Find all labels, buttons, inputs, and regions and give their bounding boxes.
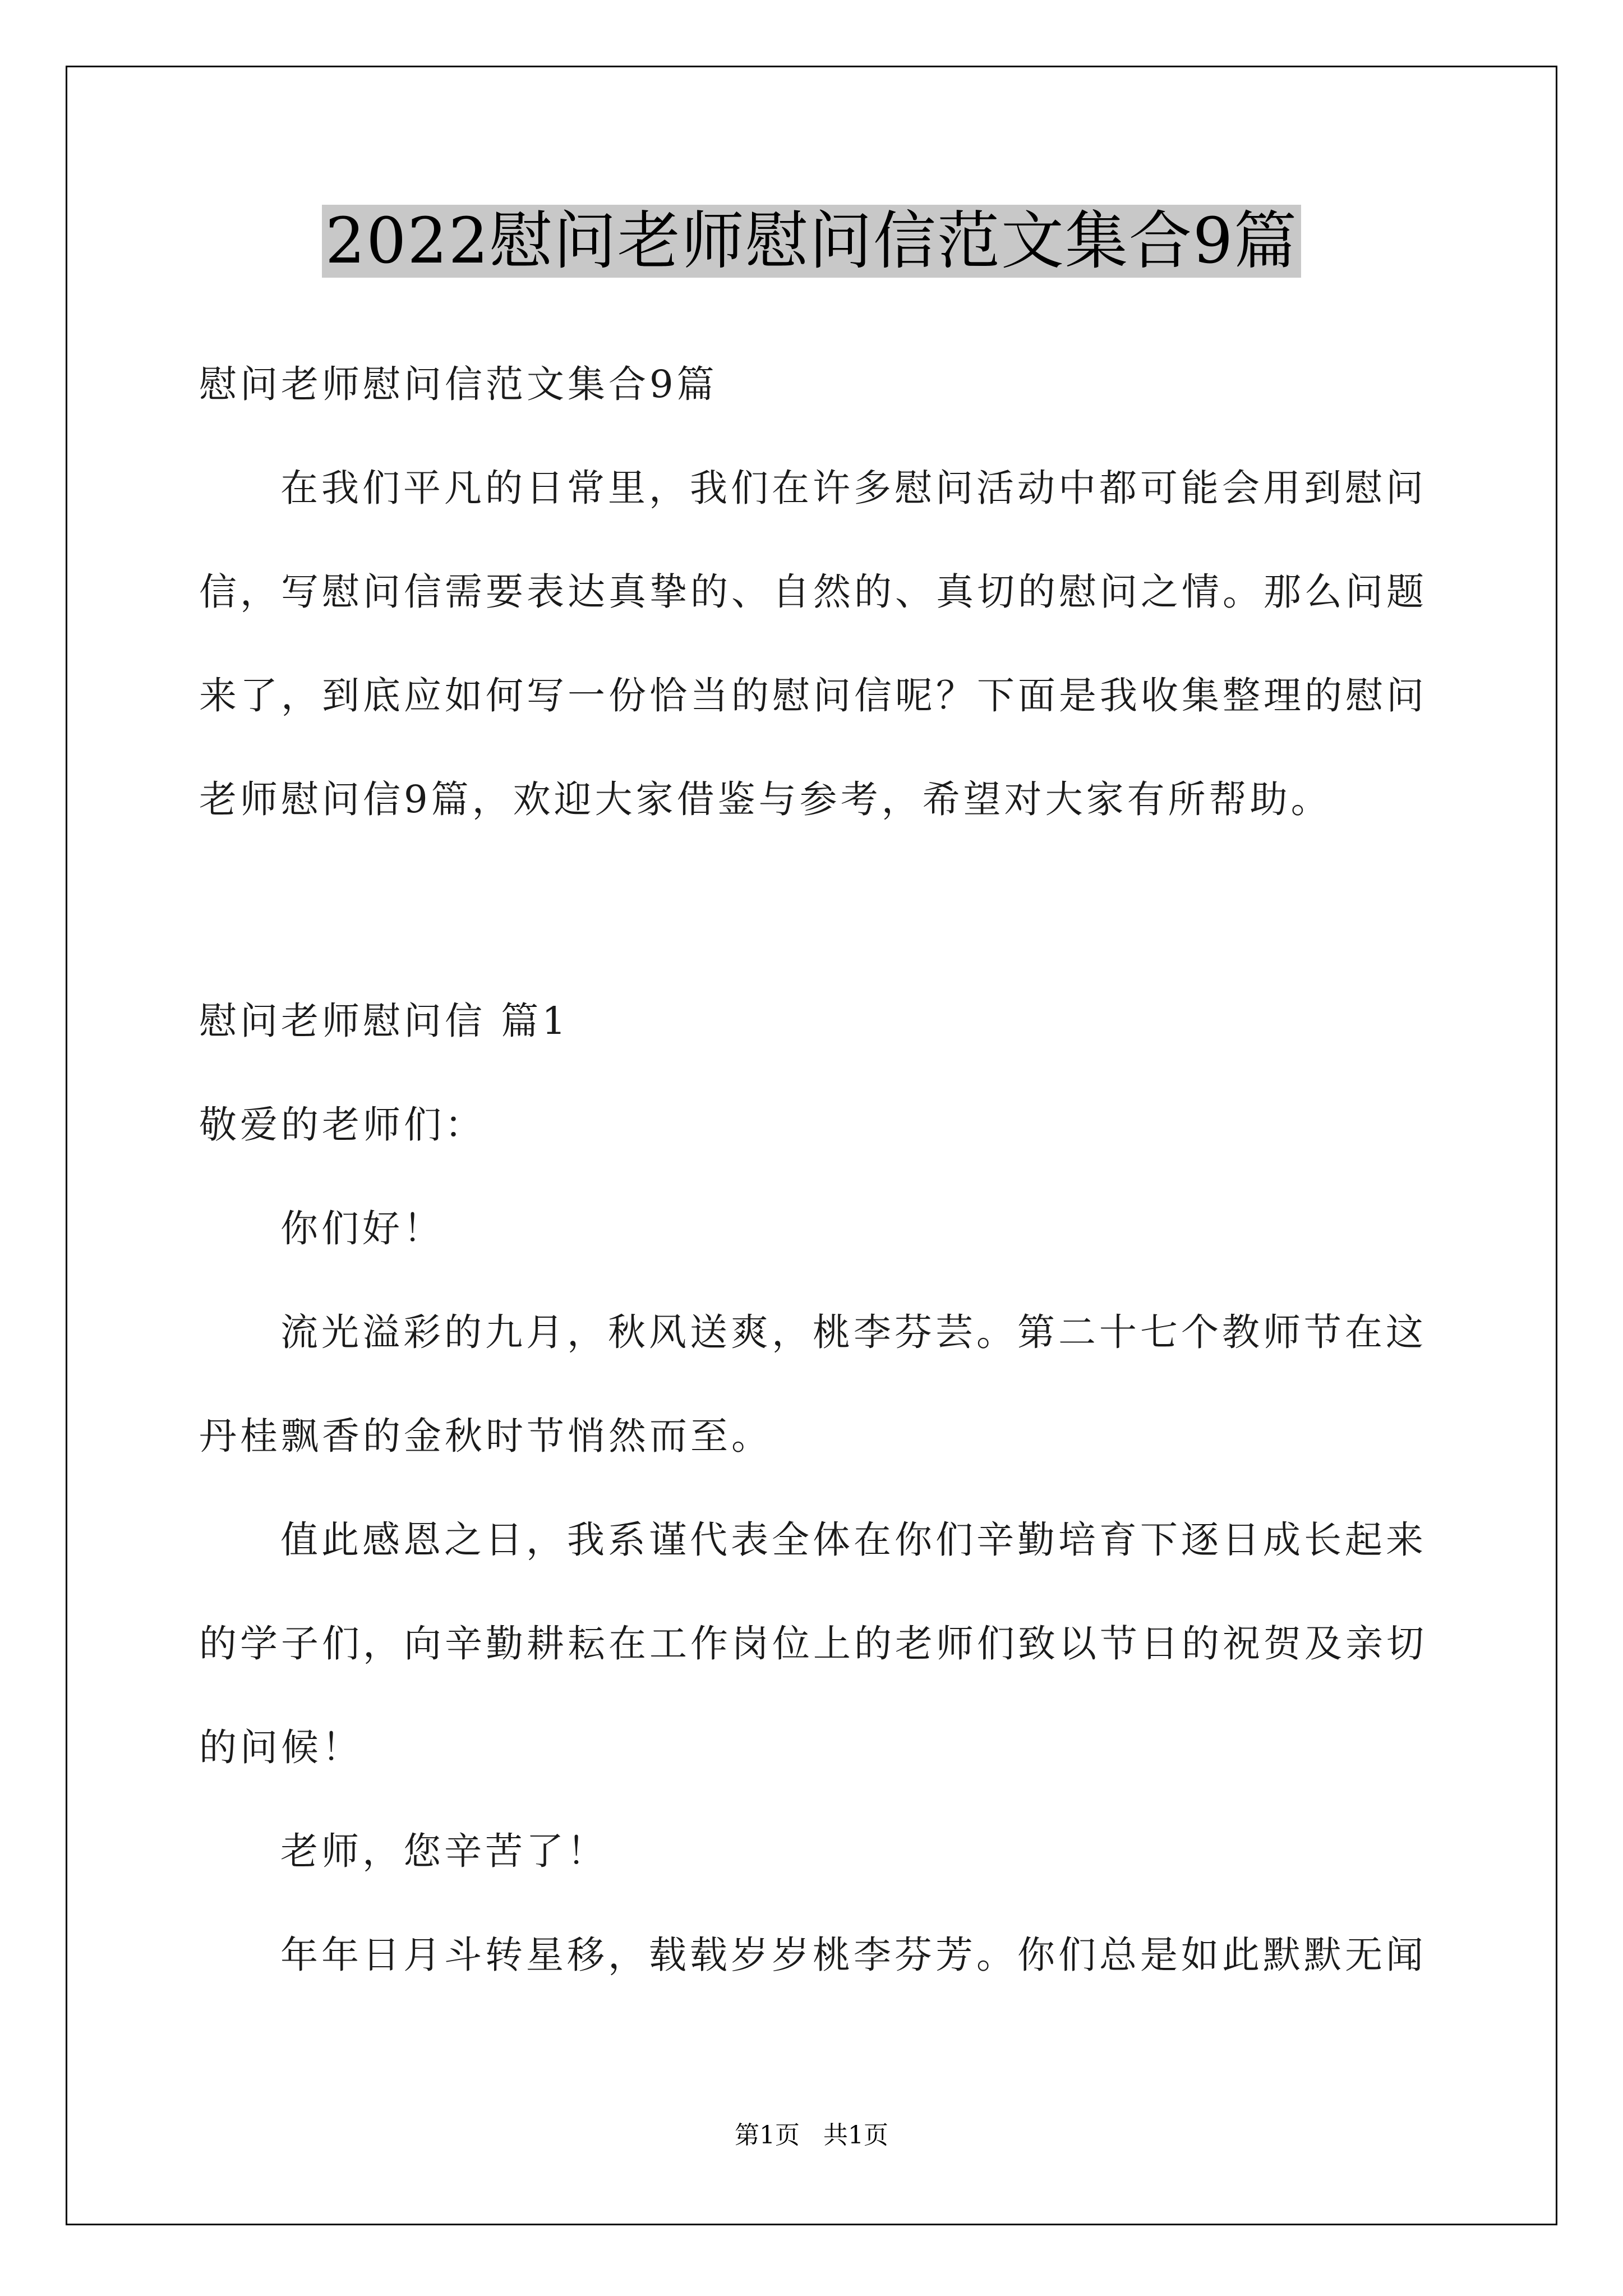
document-title-text: 2022慰问老师慰问信范文集合9篇 [322,205,1301,278]
document-subtitle: 慰问老师慰问信范文集合9篇 [199,362,718,406]
document-title [0,202,1623,280]
paragraph-3: 老师，您辛苦了！ [280,1829,608,1873]
paragraph-2-line-3: 的问候！ [199,1726,363,1769]
paragraph-4-line-1: 年年日月斗转星移，载载岁岁桃李芬芳。你们总是如此默默无闻 [280,1933,1427,1977]
paragraph-2-line-1: 值此感恩之日，我系谨代表全体在你们辛勤培育下逐日成长起来 [280,1518,1427,1562]
intro-line-2: 信，写慰问信需要表达真挚的、自然的、真切的慰问之情。那么问题 [199,570,1427,614]
intro-line-3: 来了，到底应如何写一份恰当的慰问信呢？下面是我收集整理的慰问 [199,674,1427,717]
paragraph-1-line-1: 流光溢彩的九月，秋风送爽，桃李芬芸。第二十七个教师节在这 [280,1310,1427,1354]
salutation: 敬爱的老师们： [199,1103,486,1147]
paragraph-2-line-2: 的学子们，向辛勤耕耘在工作岗位上的老师们致以节日的祝贺及亲切 [199,1622,1427,1665]
paragraph-1-line-2: 丹桂飘香的金秋时节悄然而至。 [199,1414,772,1458]
intro-line-4: 老师慰问信9篇，欢迎大家借鉴与参考，希望对大家有所帮助。 [199,777,1332,821]
page-footer: 第1页 共1页 [735,2121,888,2150]
greeting: 你们好！ [280,1207,444,1250]
section-heading: 慰问老师慰问信 篇1 [199,999,569,1043]
intro-line-1: 在我们平凡的日常里，我们在许多慰问活动中都可能会用到慰问 [280,466,1427,510]
